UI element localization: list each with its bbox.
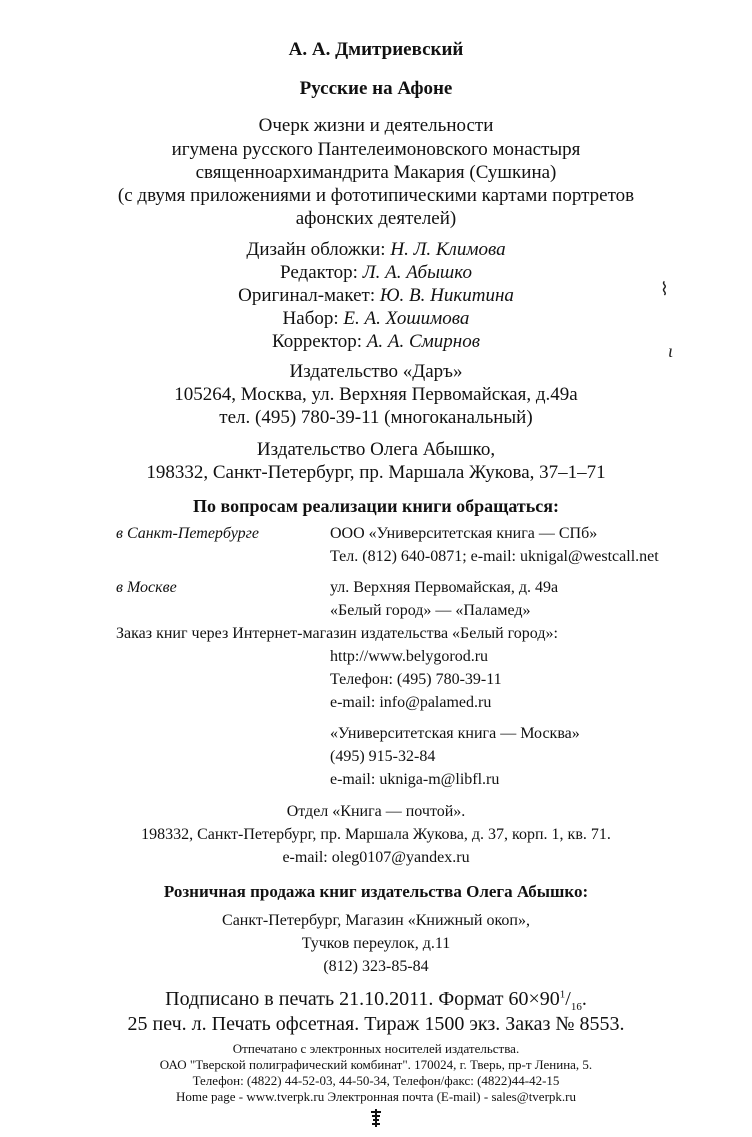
retail-line: (812) 323-85-84 [323,958,429,975]
mail-email: e-mail: oleg0107@yandex.ru [282,849,470,866]
msk-store: «Белый город» — «Паламед» [330,602,531,619]
subtitle-line: (с двумя приложениями и фототипическими картами портретов [117,185,635,206]
printer-line: Отпечатано с электронных носителей издательства. [232,1041,520,1056]
credit-name: А. А. Смирнов [366,331,480,352]
credit-line [0,286,752,305]
spb-contact: Тел. (812) 640-0871; e-mail: uknigal@westcall.net [330,548,659,565]
subtitle-line: игумена русского Пантелеимоновского монастыря [171,139,581,160]
format-numerator: 1 [559,988,566,1001]
subtitle-line: Очерк жизни и деятельности [258,115,494,136]
printer-line: Телефон: (4822) 44-52-03, 44-50-34, Телефон/факс: (4822)44-42-15 [192,1073,560,1088]
credit-line [0,309,752,328]
credit-role: Оригинал-макет: [238,285,376,306]
retail-heading: Розничная продажа книг издательства Олега Абышко: [163,882,589,901]
publisher1-phone: тел. (495) 780-39-11 (многоканальный) [219,407,533,428]
mail-dept: Отдел «Книга — почтой». [286,803,466,820]
author: А. А. Дмитриевский [288,39,464,60]
imprint-signed-end: . [581,988,587,1010]
spb-label: в Санкт-Петербурге [116,525,259,542]
imprint-print: 25 печ. л. Печать офсетная. Тираж 1500 экз. Заказ № 8553. [127,1013,625,1035]
margin-mark: ⌇ [660,279,669,299]
credit-role: Редактор: [280,262,358,283]
credit-name: Л. А. Абышко [362,262,472,283]
credit-line [0,240,752,259]
spb-org: ООО «Университетская книга — СПб» [330,525,598,542]
format-denominator: 16 [570,1001,582,1013]
publisher2-name: Издательство Олега Абышко, [256,439,496,460]
credit-line [0,332,752,351]
credit-role: Корректор: [272,331,363,352]
site-phone: Телефон: (495) 780-39-11 [330,671,502,688]
margin-mark: ι [668,341,674,361]
uk-phone: (495) 915-32-84 [330,748,436,765]
retail-line: Тучков переулок, д.11 [301,935,451,952]
credit-name: Н. Л. Климова [390,239,506,260]
uk-email: e-mail: ukniga-m@libfl.ru [330,771,500,788]
printer-logo-icon [368,1108,384,1128]
retail-line: Санкт-Петербург, Магазин «Книжный окоп», [222,912,530,929]
subtitle-line: афонских деятелей) [295,208,457,229]
sales-heading: По вопросам реализации книги обращаться: [193,496,559,516]
publisher1-address: 105264, Москва, ул. Верхняя Первомайская, д.49а [174,384,578,405]
msk-label: в Москве [116,579,177,596]
credit-name: Е. А. Хошимова [343,308,470,329]
credit-name: Ю. В. Никитина [379,285,514,306]
book-title: Русские на Афоне [299,78,453,99]
printer-line: Home page - www.tverpk.ru Электронная почта (E-mail) - sales@tverpk.ru [176,1089,576,1104]
msk-address: ул. Верхняя Первомайская, д. 49а [330,579,559,596]
imprint-signed-text: Подписано в печать 21.10.2011. Формат 60×90 [165,988,560,1010]
printer-line: ОАО "Тверской полиграфический комбинат". 170024, г. Тверь, пр-т Ленина, 5. [159,1057,593,1072]
online-order: Заказ книг через Интернет-магазин издательства «Белый город»: [116,625,558,642]
credit-role: Набор: [282,308,339,329]
site-url: http://www.belygorod.ru [330,648,489,665]
subtitle-line: священноархимандрита Макария (Сушкина) [195,162,557,183]
publisher1-name: Издательство «Даръ» [289,361,463,382]
imprint-signed: Подписано в печать 21.10.2011. Формат $60\times 90^1/_{16}$. [165,988,587,1013]
publisher2-address: 198332, Санкт-Петербург, пр. Маршала Жукова, 37–1–71 [146,462,606,483]
credit-line [0,263,752,282]
mail-address: 198332, Санкт-Петербург, пр. Маршала Жукова, д. 37, корп. 1, кв. 71. [141,826,611,843]
site-email: e-mail: info@palamed.ru [330,694,492,711]
credit-role: Дизайн обложки: [246,239,386,260]
uk-msk: «Университетская книга — Москва» [330,725,580,742]
